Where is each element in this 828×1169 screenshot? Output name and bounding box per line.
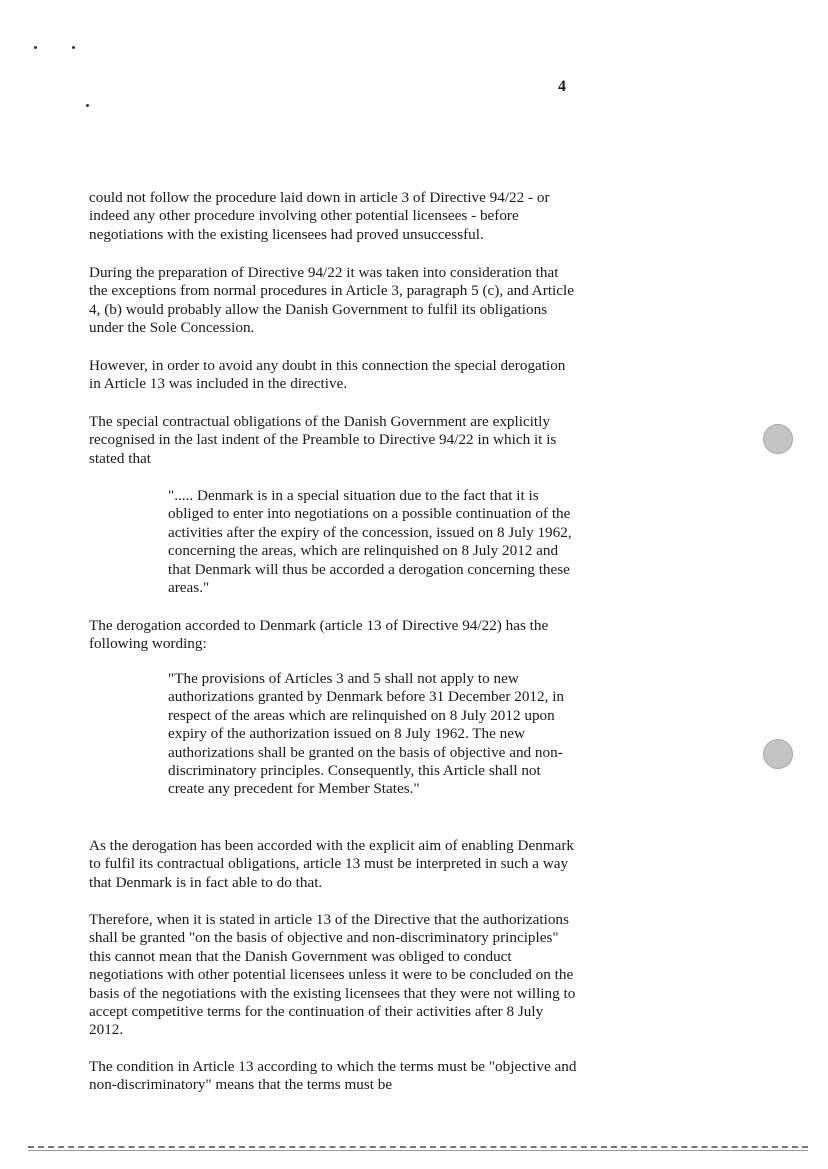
paragraph: The condition in Article 13 according to which the terms must be "objective and non-discriminatory" means that the terms must be [89,1058,577,1094]
footer-rule [28,1146,808,1148]
paragraph: During the preparation of Directive 94/22 it was taken into consideration that the exceptions from normal procedures in Article 3, paragraph 5 (c), and Article 4, (b) would probably allow the Danish Government to fulfil its obligations under the Sole Concession. [89,264,574,337]
hole-punch-icon [763,424,793,454]
page-number: 4 [558,78,566,95]
block-quote: "The provisions of Articles 3 and 5 shall not apply to new authorizations granted by Denmark before 31 December 2012, in respect of the areas which are relinquished on 8 July 2012 upon expiry of the authorization issued on 8 July 1962. The new authorizations shall be granted on the basis of objective and non-discriminatory principles. Consequently, this Article shall not create any precedent for Member States." [168,670,565,798]
paragraph: However, in order to avoid any doubt in this connection the special derogation in Article 13 was included in the directive. [89,357,566,393]
hole-punch-icon [763,739,793,769]
block-quote: "..... Denmark is in a special situation due to the fact that it is obliged to enter into negotiations on a possible continuation of the activities after the expiry of the concession, issued on 8 July 1962, concerning the areas, which are relinquished on 8 July 2012 and that Denmark will thus be accorded a derogation concerning these areas." [168,487,572,597]
scan-speck [34,46,37,49]
scan-speck [72,46,75,49]
paragraph: As the derogation has been accorded with the explicit aim of enabling Denmark to fulfil its contractual obligations, article 13 must be interpreted in such a way that Denmark is in fact able to do that. [89,837,574,891]
scan-speck [86,104,89,107]
footer-rule [28,1150,808,1151]
paragraph: could not follow the procedure laid down in article 3 of Directive 94/22 - or indeed any other procedure involving other potential licensees - before negotiations with the existing licensees had proved unsuccessful. [89,189,550,243]
paragraph: The derogation accorded to Denmark (article 13 of Directive 94/22) has the following wording: [89,617,549,653]
paragraph: The special contractual obligations of the Danish Government are explicitly recognised in the last indent of the Preamble to Directive 94/22 in which it is stated that [89,413,557,467]
paragraph: Therefore, when it is stated in article 13 of the Directive that the authorizations shall be granted "on the basis of objective and non-discriminatory principles" this cannot mean that the Danish Government was obliged to conduct negotiations with other potential licensees unless it were to be concluded on the basis of the negotiations with the existing licensees that they were not willing to accept competitive terms for the continuation of their activities after 8 July 2012. [89,911,576,1039]
